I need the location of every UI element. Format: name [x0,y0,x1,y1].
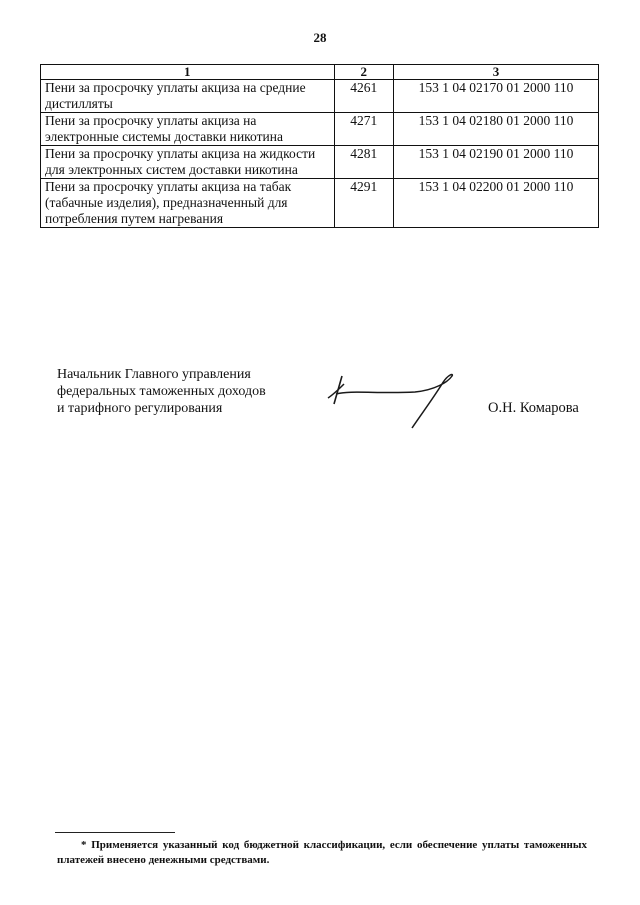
payment-code: 4261 [334,80,393,113]
position-line: федеральных таможенных доходов [57,384,266,399]
position-line: и тарифного регулирования [57,401,223,416]
table-header-row [41,65,599,80]
footnote: * Применяется указанный код бюджетной классификации, если обеспечение уплаты таможенных платежей внесено денежными средствами. [57,839,587,866]
budget-code: 153 1 04 02190 01 2000 110 [393,146,598,179]
table-row [41,146,599,179]
payment-code: 4281 [334,146,393,179]
budget-code: 153 1 04 02200 01 2000 110 [393,179,598,228]
page-number: 28 [313,30,327,45]
budget-code: 153 1 04 02180 01 2000 110 [393,113,598,146]
table-row [41,179,599,228]
budget-classification-table [40,64,599,228]
handwritten-signature [320,368,470,438]
signer-name: О.Н. Комарова [488,400,579,416]
budget-code: 153 1 04 02170 01 2000 110 [393,80,598,113]
payment-name: Пени за просрочку уплаты акциза на средние дистилляты [41,80,335,113]
column-header-2: 2 [334,65,393,80]
column-header-3: 3 [393,65,598,80]
payment-name: Пени за просрочку уплаты акциза на электронные системы доставки никотина [41,113,335,146]
payment-name: Пени за просрочку уплаты акциза на жидкости для электронных систем доставки никотина [41,146,335,179]
payment-code: 4291 [334,179,393,228]
signatory-position [57,366,317,417]
table-row [41,80,599,113]
column-header-1: 1 [41,65,335,80]
footnote-divider [55,832,175,833]
table-row [41,113,599,146]
payment-name: Пени за просрочку уплаты акциза на табак (табачные изделия), предназначенный для потребления путем нагревания [41,179,335,228]
payment-code: 4271 [334,113,393,146]
position-line: Начальник Главного управления [57,367,251,382]
